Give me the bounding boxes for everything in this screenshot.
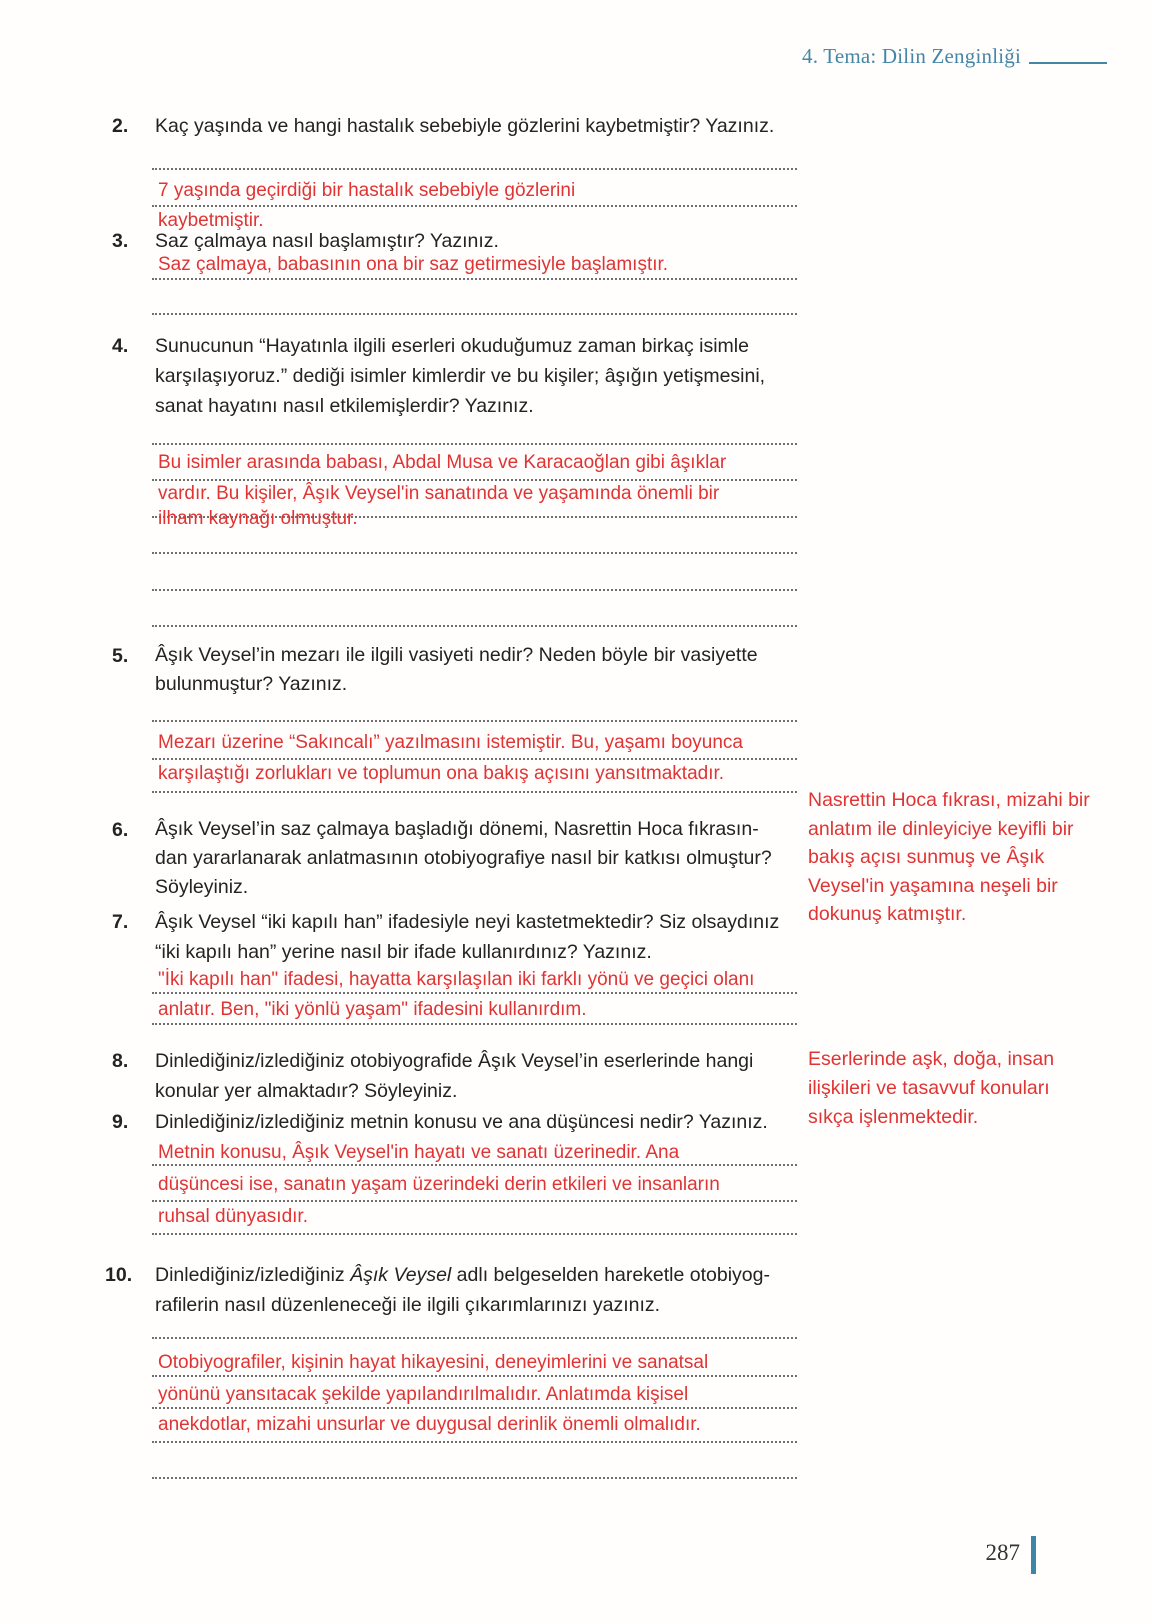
- question-8-text: [155, 1046, 807, 1106]
- answer-5-line-2: karşılaştığı zorlukları ve toplumun ona bakış açısını yansıtmaktadır.: [158, 763, 725, 784]
- answer-4-line-3: ilham kaynağı olmuştur.: [158, 508, 358, 529]
- answer-3-line-1: Saz çalmaya, babasının ona bir saz getirmesiyle başlamıştır.: [158, 254, 669, 275]
- question-9-line: Dinlediğiniz/izlediğiniz metnin konusu ve ana düşüncesi nedir? Yazınız.: [155, 1111, 768, 1133]
- question-2-text: [155, 111, 807, 141]
- question-10-text: [155, 1260, 807, 1320]
- dotted-answer-line: [152, 443, 797, 445]
- side-note-2-line: sıkça işlenmektedir.: [808, 1106, 979, 1128]
- side-note-1-line: bakış açısı sunmuş ve Âşık: [808, 846, 1045, 868]
- dotted-answer-line: [152, 278, 797, 280]
- answer-2-line-1: 7 yaşında geçirdiği bir hastalık sebebiyle gözlerini: [158, 180, 576, 201]
- dotted-answer-line: [152, 1375, 797, 1377]
- answer-4-line-2: vardır. Bu kişiler, Âşık Veysel'in sanatında ve yaşamında önemli bir: [158, 483, 720, 504]
- question-5-number: 5.: [112, 645, 129, 667]
- side-note-2-line: Eserlerinde aşk, doğa, insan: [808, 1048, 1055, 1070]
- question-4-line: sanat hayatını nasıl etkilemişlerdir? Yazınız.: [155, 395, 534, 417]
- answer-5-line-1: Mezarı üzerine “Sakıncalı” yazılmasını istemiştir. Bu, yaşamı boyunca: [158, 732, 743, 753]
- answer-2-line-2: kaybetmiştir.: [158, 210, 264, 231]
- dotted-answer-line: [152, 1233, 797, 1235]
- side-note-2-line: ilişkileri ve tasavvuf konuları: [808, 1077, 1050, 1099]
- question-8-line: Dinlediğiniz/izlediğiniz otobiyografide Âşık Veysel’in eserlerinde hangi: [155, 1050, 754, 1072]
- question-6-number: 6.: [112, 819, 129, 841]
- dotted-answer-line: [152, 625, 797, 627]
- side-note-1-line: Nasrettin Hoca fıkrası, mizahi bir: [808, 789, 1090, 811]
- question-8-number: 8.: [112, 1050, 129, 1072]
- dotted-answer-line: [152, 205, 797, 207]
- question-4-number: 4.: [112, 335, 129, 357]
- question-7-text: [155, 907, 807, 967]
- dotted-answer-line: [152, 1200, 797, 1202]
- answer-10-line-3: anekdotlar, mizahi unsurlar ve duygusal derinlik önemli olmalıdır.: [158, 1414, 701, 1435]
- chapter-header: [802, 44, 1107, 69]
- question-5-text: [155, 641, 807, 699]
- dotted-answer-line: [152, 1441, 797, 1443]
- page-number: 287: [985, 1540, 1020, 1565]
- dotted-answer-line: [152, 1477, 797, 1479]
- dotted-answer-line: [152, 1407, 797, 1409]
- question-5-line: bulunmuştur? Yazınız.: [155, 673, 348, 695]
- question-7-number: 7.: [112, 911, 129, 933]
- answer-7-line-2: anlatır. Ben, "iki yönlü yaşam" ifadesini kullanırdım.: [158, 999, 587, 1020]
- question-6-line: Söyleyiniz.: [155, 876, 249, 898]
- question-6-line: dan yararlanarak anlatmasının otobiyografiye nasıl bir katkısı olmuştur?: [155, 847, 772, 869]
- question-9-number: 9.: [112, 1111, 129, 1133]
- answer-9-line-3: ruhsal dünyasıdır.: [158, 1206, 308, 1227]
- question-6-text: [155, 815, 807, 902]
- chapter-title: 4. Tema: Dilin Zenginliği: [802, 44, 1021, 68]
- dotted-answer-line: [152, 479, 797, 481]
- question-10-line1-pre: Dinlediğiniz/izlediğiniz: [155, 1264, 351, 1286]
- page-number-bar: [1031, 1536, 1036, 1574]
- answer-10-line-2: yönünü yansıtacak şekilde yapılandırılmalıdır. Anlatımda kişisel: [158, 1384, 689, 1405]
- question-2-line: Kaç yaşında ve hangi hastalık sebebiyle gözlerini kaybetmiştir? Yazınız.: [155, 115, 775, 137]
- dotted-answer-line: [152, 168, 797, 170]
- question-3-number: 3.: [112, 230, 129, 252]
- answer-7-line-1: "İki kapılı han" ifadesi, hayatta karşılaşılan iki farklı yönü ve geçici olanı: [158, 969, 755, 990]
- question-4-line: karşılaşıyoruz.” dediği isimler kimlerdir ve bu kişiler; âşığın yetişmesini,: [155, 365, 766, 387]
- header-rule: [1029, 62, 1107, 64]
- question-4-text: [155, 331, 807, 421]
- side-note-1-line: dokunuş katmıştır.: [808, 903, 967, 925]
- dotted-answer-line: [152, 758, 797, 760]
- dotted-answer-line: [152, 791, 797, 793]
- question-7-line: Âşık Veysel “iki kapılı han” ifadesiyle neyi kastetmektedir? Siz olsaydınız: [155, 911, 780, 933]
- dotted-answer-line: [152, 1337, 797, 1339]
- dotted-answer-line: [152, 589, 797, 591]
- question-10-line1-post: adlı belgeselden hareketle otobiyog-: [451, 1264, 770, 1286]
- question-6-line: Âşık Veysel’in saz çalmaya başladığı dönemi, Nasrettin Hoca fıkrasın-: [155, 818, 759, 840]
- answer-10-line-1: Otobiyografiler, kişinin hayat hikayesini, deneyimlerini ve sanatsal: [158, 1352, 709, 1373]
- dotted-answer-line: [152, 992, 797, 994]
- question-9-text: [155, 1107, 807, 1137]
- question-4-line: Sunucunun “Hayatınla ilgili eserleri okuduğumuz zaman birkaç isimle: [155, 335, 749, 357]
- question-7-line: “iki kapılı han” yerine nasıl bir ifade kullanırdınız? Yazınız.: [155, 941, 652, 963]
- question-10-line: [155, 1260, 807, 1290]
- dotted-answer-line: [152, 1023, 797, 1025]
- question-3-line: Saz çalmaya nasıl başlamıştır? Yazınız.: [155, 230, 499, 252]
- question-10-line1-italic-title: Âşık Veysel: [350, 1264, 452, 1286]
- side-note-2: [808, 1045, 1108, 1132]
- question-5-line: Âşık Veysel’in mezarı ile ilgili vasiyeti nedir? Neden böyle bir vasiyette: [155, 644, 758, 666]
- side-note-1: [808, 786, 1108, 929]
- answer-4-line-1: Bu isimler arasında babası, Abdal Musa ve Karacaoğlan gibi âşıklar: [158, 452, 727, 473]
- question-2-number: 2.: [112, 115, 129, 137]
- dotted-answer-line: [152, 552, 797, 554]
- dotted-answer-line: [152, 313, 797, 315]
- question-10-number: 10.: [105, 1264, 133, 1286]
- side-note-1-line: anlatım ile dinleyiciye keyifli bir: [808, 817, 1074, 840]
- question-8-line: konular yer almaktadır? Söyleyiniz.: [155, 1080, 458, 1102]
- answer-9-line-1: Metnin konusu, Âşık Veysel'in hayatı ve sanatı üzerinedir. Ana: [158, 1142, 680, 1163]
- question-10-line: rafilerin nasıl düzenleneceği ile ilgili çıkarımlarınızı yazınız.: [155, 1294, 661, 1316]
- dotted-answer-line: [152, 720, 797, 722]
- side-note-1-line: Veysel'in yaşamına neşeli bir: [808, 874, 1058, 897]
- answer-9-line-2: düşüncesi ise, sanatın yaşam üzerindeki derin etkileri ve insanların: [158, 1174, 720, 1195]
